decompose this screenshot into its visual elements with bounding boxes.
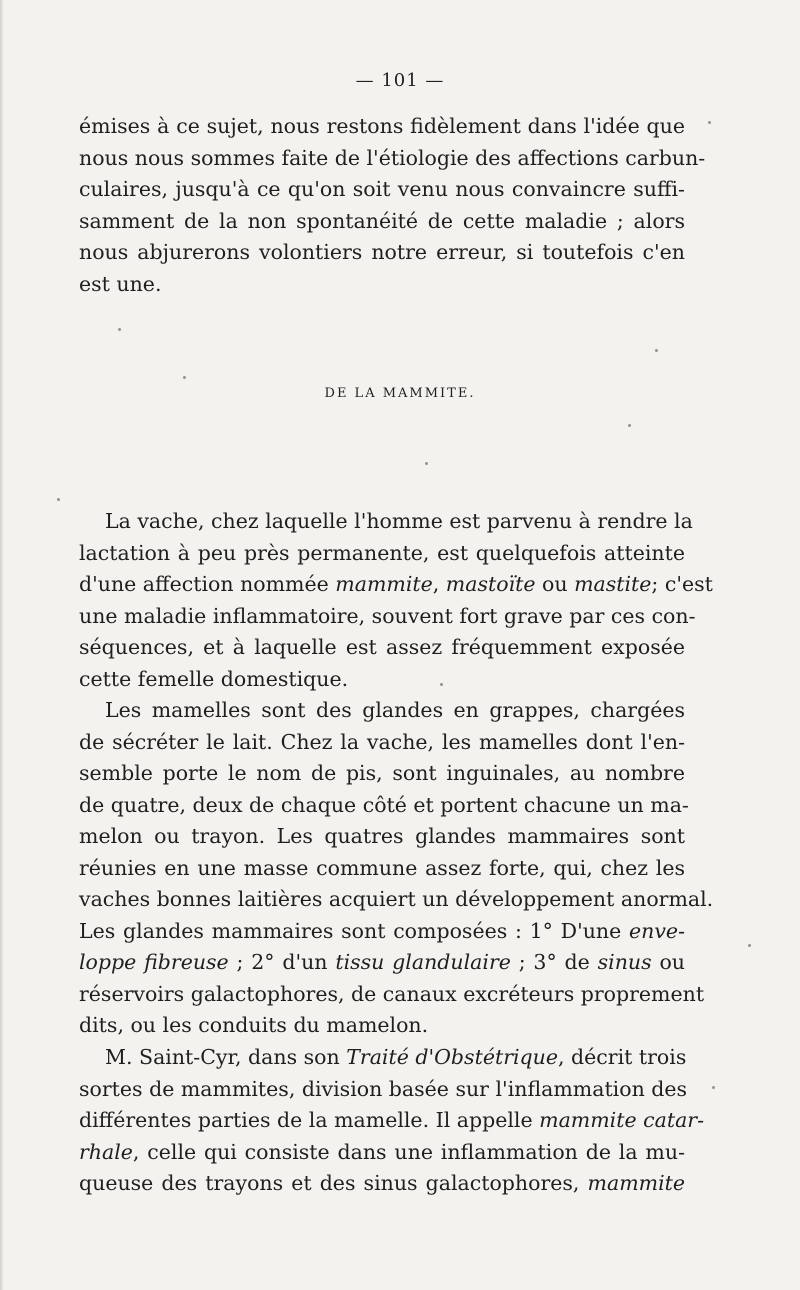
paragraph-2 [79, 695, 714, 1042]
text-line: séquences, et à laquelle est assez fréquemment exposée [79, 635, 685, 659]
text-line: sortes de mammites, division basée sur l'inflammation des [79, 1076, 688, 1101]
text-span: d'une affection nommée [79, 572, 336, 596]
page-edge [0, 0, 4, 1290]
text-line: cette femelle domestique. [79, 666, 349, 691]
text-line [79, 947, 685, 979]
text-line: nous nous sommes faite de l'étiologie des affections carbun- [79, 145, 706, 170]
book-title: Traité d'Obstétrique [346, 1045, 559, 1069]
text-line [79, 916, 685, 948]
text-span: ; 2° d'un [228, 950, 336, 974]
text-line: semble porte le nom de pis, sont inguinales, au nombre [79, 761, 685, 785]
text-line [79, 1137, 685, 1169]
text-span: Les glandes mammaires sont composées : 1° D'une [79, 918, 630, 943]
text-span: ; c'est [651, 572, 713, 596]
text-line: culaires, jusqu'à ce qu'on soit venu nous convaincre suffi- [79, 177, 685, 201]
paper-speck [748, 944, 751, 947]
text-line: de sécréter le lait. Chez la vache, les mamelles dont l'en- [79, 729, 685, 754]
text-line: réservoirs galactophores, de canaux excréteurs proprement [79, 981, 705, 1006]
section-heading: DE LA MAMMITE. [324, 386, 476, 401]
paper-speck [655, 349, 658, 352]
text-span: , décrit trois [558, 1045, 687, 1069]
text-line: samment de la non spontanéité de cette maladie ; alors [79, 208, 685, 233]
text-line: nous abjurerons volontiers notre erreur, si toutefois c'en [79, 240, 685, 264]
paper-speck [708, 121, 711, 124]
text-line [79, 569, 713, 601]
text-line: émises à ce sujet, nous restons fidèlement dans l'idée que [79, 114, 685, 138]
text-span: différentes parties de la mamelle. Il appelle [79, 1108, 540, 1132]
paper-speck [425, 462, 428, 465]
text-line: Les mamelles sont des glandes en grappes, chargées [105, 698, 685, 722]
text-span: , [432, 572, 446, 596]
text-line: vaches bonnes laitières acquiert un développement anormal. [79, 887, 714, 911]
text-line: est une. [79, 271, 162, 296]
text-span: ou [651, 950, 686, 974]
term-enveloppe: enve- [629, 918, 685, 943]
text-line: dits, ou les conduits du mamelon. [79, 1013, 429, 1037]
text-line: melon ou trayon. Les quatres glandes mammaires sont [79, 824, 685, 848]
term-fibreuse: loppe fibreuse [79, 950, 229, 974]
paper-speck [57, 498, 60, 501]
term-mastite: mastite [574, 572, 652, 596]
term-mammite-2: mammite [587, 1171, 685, 1195]
term-mammite: mammite [335, 572, 433, 596]
text-line: de quatre, deux de chaque côté et portent chacune un ma- [79, 792, 689, 817]
text-line [79, 1168, 685, 1200]
paragraph-3 [79, 1042, 705, 1200]
text-line: La vache, chez laquelle l'homme est parvenu à rendre la [105, 509, 693, 533]
term-tissu: tissu glandulaire [335, 950, 511, 974]
text-line [79, 1105, 705, 1137]
paper-speck [712, 1086, 715, 1089]
page-number: — 101 — [355, 70, 445, 91]
term-mastoite: mastoïte [445, 572, 536, 596]
text-span: queuse des trayons et des sinus galactophores, [79, 1171, 588, 1195]
text-span: ; 3° de [510, 950, 598, 974]
paper-speck [118, 328, 121, 331]
text-line: une maladie inflammatoire, souvent fort grave par ces con- [79, 603, 696, 628]
paragraph-1 [79, 506, 713, 695]
text-span: M. Saint-Cyr, dans son [105, 1045, 347, 1069]
paper-speck [183, 376, 186, 379]
term-sinus: sinus [597, 950, 652, 974]
text-line: réunies en une masse commune assez forte, qui, chez les [79, 855, 685, 880]
text-line [79, 1042, 685, 1074]
paper-speck [628, 424, 631, 427]
text-line: lactation à peu près permanente, est quelquefois atteinte [79, 540, 685, 565]
paper-speck [440, 683, 443, 686]
text-span: ou [535, 572, 575, 596]
text-span: , celle qui consiste dans une inflammation de la mu- [132, 1139, 685, 1164]
intro-paragraph [79, 111, 706, 300]
term-rhale: rhale [79, 1139, 133, 1164]
term-catarrhale: mammite catar- [539, 1108, 705, 1132]
